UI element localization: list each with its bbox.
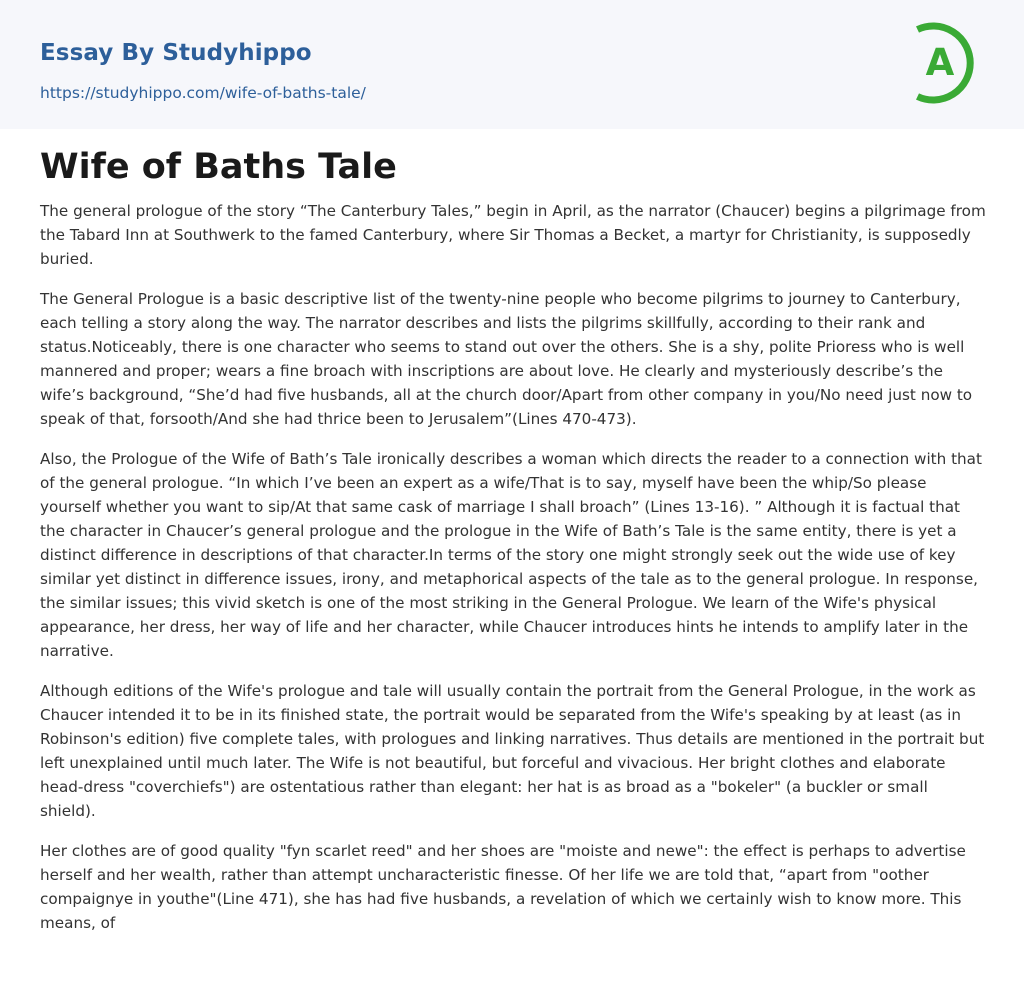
article-paragraph: The general prologue of the story “The Canterbury Tales,” begin in April, as the narrator (Chaucer) begins a pilgrimage from the Tabard Inn at Southwerk to the famed Canterbury, where Sir Thomas a Becket, a martyr for Christianity, is supposedly buried. xyxy=(40,202,986,268)
article-paragraph: Also, the Prologue of the Wife of Bath’s Tale ironically describes a woman which directs the reader to a connection with that of the general prologue. “In which I’ve been an expert as a wife/That is to say, myself have been the whip/So please yourself whether you want to sip/At that same cask of marriage I shall broach” (Lines 13-16). ” Although it is factual that the character in Chaucer’s general prologue and the prologue in the Wife of Bath’s Tale is the same entity, there is yet a distinct difference in descriptions of that character.In terms of the story one might strongly seek out the wide use of key similar yet distinct in difference issues, irony, and metaphorical aspects of the tale as to the general prologue. In response, the similar issues; this vivid sketch is one of the most striking in the General Prologue. We learn of the Wife's physical appearance, her dress, her way of life and her character, while Chaucer introduces hints he intends to amplify later in the narrative. xyxy=(40,450,982,660)
essay-url-link[interactable]: https://studyhippo.com/wife-of-baths-tale/ xyxy=(40,84,366,102)
studyhippo-a-logo-icon[interactable] xyxy=(912,18,986,106)
page-title: Wife of Baths Tale xyxy=(40,147,397,187)
article-paragraph: The General Prologue is a basic descriptive list of the twenty-nine people who become pilgrims to journey to Canterbury, each telling a story along the way. The narrator describes and lists the pilgrims skillfully, according to their rank and status.Noticeably, there is one character who seems to stand out over the others. She is a shy, polite Prioress who is well mannered and proper; wears a fine broach with inscriptions are about love. He clearly and mysteriously describe’s the wife’s background, “She’d had five husbands, all at the church door/Apart from other company in you/No need just now to speak of that, forsooth/And she had thrice been to Jerusalem”(Lines 470-473). xyxy=(40,290,973,428)
article-body xyxy=(40,146,988,951)
brand-title: Essay By Studyhippo xyxy=(40,40,312,66)
site-header xyxy=(0,0,1024,129)
article-paragraph: Although editions of the Wife's prologue and tale will usually contain the portrait from the General Prologue, in the work as Chaucer intended it to be in its finished state, the portrait would be separated from the Wife's speaking by at least (as in Robinson's edition) five complete tales, with prologues and linking narratives. Thus details are mentioned in the portrait but left unexplained until much later. The Wife is not beautiful, but forceful and vivacious. Her bright clothes and elaborate head-dress "coverchiefs") are ostentatious rather than elegant: her hat is as broad as a "bokeler" (a buckler or small shield). xyxy=(40,682,985,820)
article-paragraph: Her clothes are of good quality "fyn scarlet reed" and her shoes are "moiste and newe": the effect is perhaps to advertise herself and her wealth, rather than attempt uncharacteristic finesse. Of her life we are told that, “apart from "oother compaignye in youthe"(Line 471), she has had five husbands, a revelation of which we certainly wish to know more. This means, of xyxy=(40,842,966,932)
logo-letter: A xyxy=(925,41,955,84)
